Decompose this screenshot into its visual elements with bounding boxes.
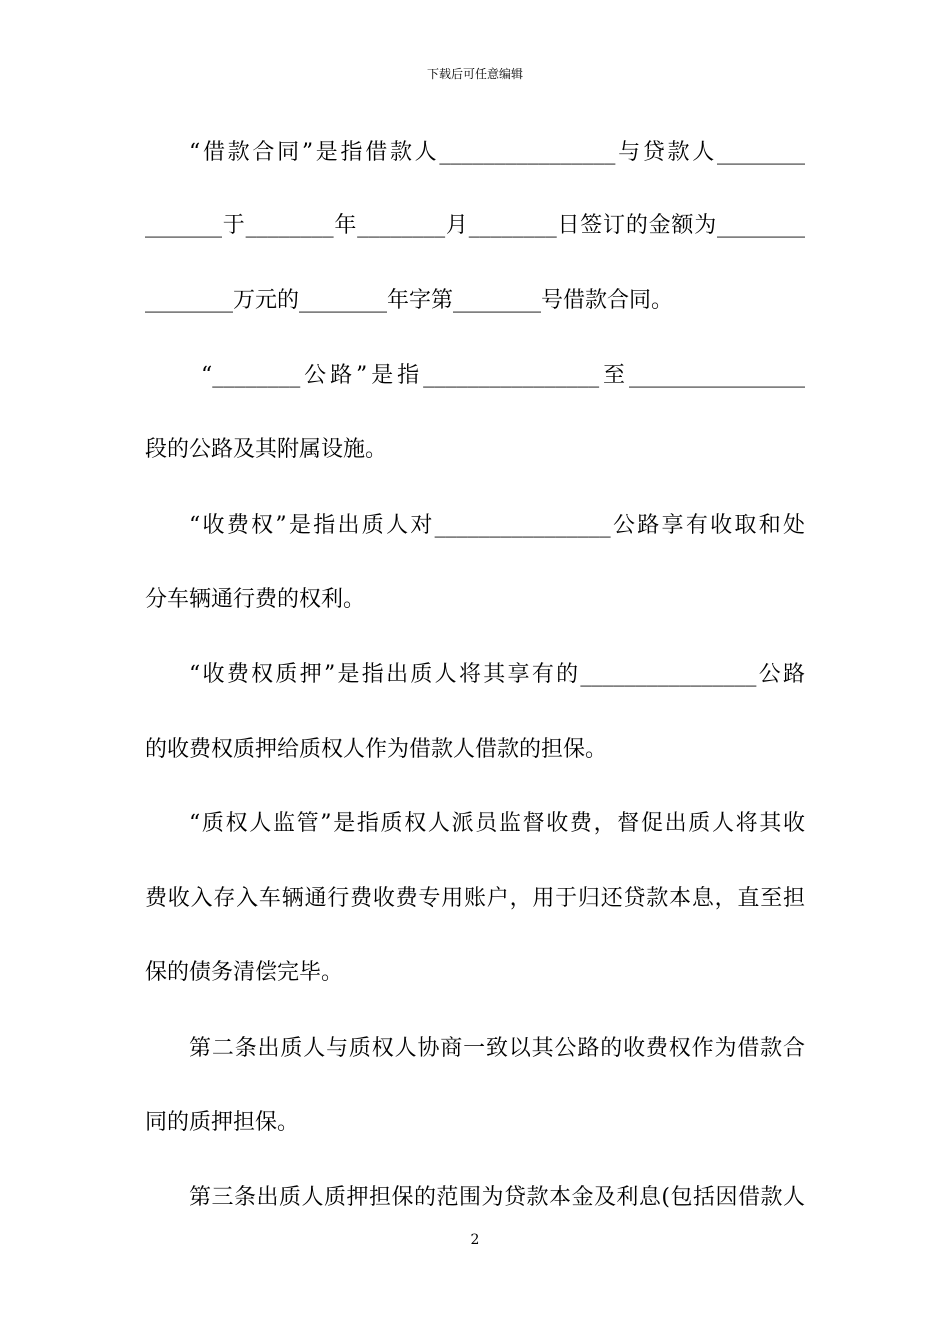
text-line: 第二条出质人与质权人协商一致以其公路的收费权作为借款合 [189, 1036, 805, 1061]
text-line: 第三条出质人质押担保的范围为贷款本金及利息(包括因借款人 [189, 1185, 805, 1210]
text-line: “收费权”是指出质人对________________公路享有收取和处 [189, 513, 805, 538]
page-header: 下载后可任意编辑 [426, 67, 523, 81]
text-line: “借款合同”是指借款人________________与贷款人________ [189, 140, 805, 165]
text-line: _______于________年________月________日签订的金额为________ [145, 213, 805, 238]
text-line: “收费权质押”是指出质人将其享有的________________公路 [189, 662, 805, 687]
text-line: 分车辆通行费的权利。 [145, 587, 366, 612]
text-line: 同的质押担保。 [145, 1110, 300, 1135]
text-line: “质权人监管”是指质权人派员监督收费，督促出质人将其收 [189, 811, 805, 836]
page-number: 2 [470, 1232, 480, 1248]
text-line: 的收费权质押给质权人作为借款人借款的担保。 [145, 737, 608, 762]
text-line: 费收入存入车辆通行费收费专用账户，用于归还贷款本息，直至担 [145, 886, 805, 911]
text-line: “________公路”是指________________至________________ [201, 363, 805, 388]
text-line: ________万元的________年字第________号借款合同。 [145, 288, 674, 313]
text-line: 保的债务清偿完毕。 [145, 960, 344, 985]
text-line: 段的公路及其附属设施。 [145, 437, 388, 462]
